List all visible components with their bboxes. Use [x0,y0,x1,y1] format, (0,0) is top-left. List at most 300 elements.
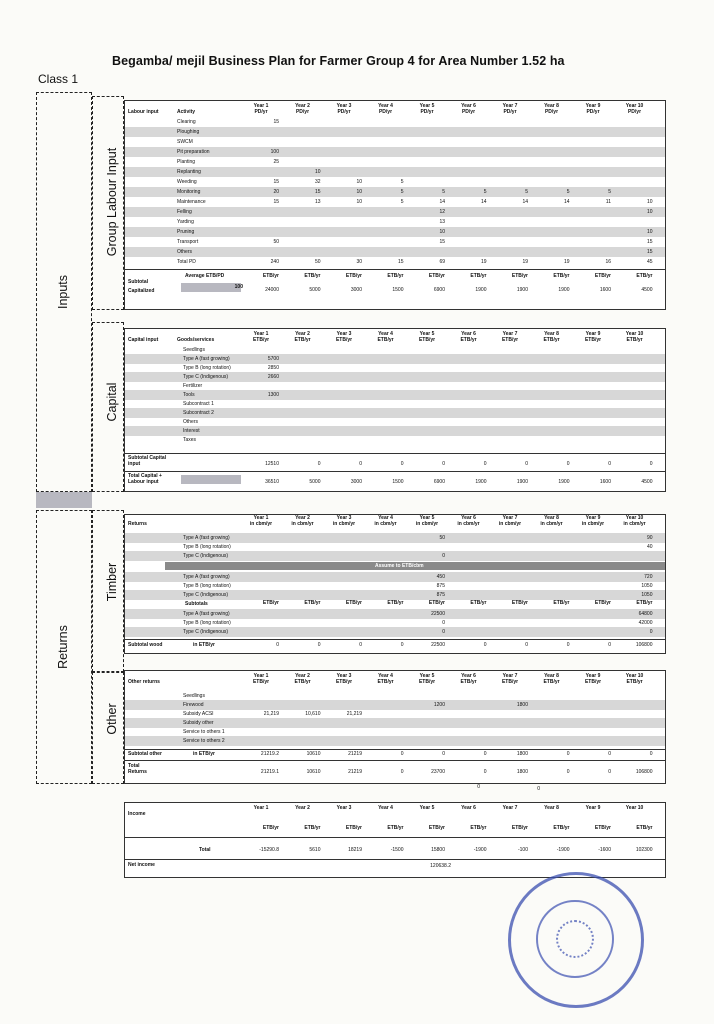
cell-value: 0 [317,642,321,648]
cell-value: 10 [314,169,321,175]
table-row [125,257,665,267]
year-header: Year 10 in cbm/yr [623,515,646,527]
cell-value: 10 [439,229,445,235]
avg-value: 100 [234,284,243,290]
cell-value: 15 [273,119,279,125]
row-label: Tools [183,392,195,398]
cell-value: 10 [646,209,653,215]
year-header: Year 9 [585,805,601,811]
cell-value: 100 [270,149,279,155]
cell-value: 42000 [638,620,653,626]
cell-value: 4500 [641,479,653,485]
cell-value: 6900 [433,479,445,485]
cell-value: 10 [356,189,362,195]
avg-label: Average ETB/PD [185,273,225,279]
row-label: Ploughing [177,129,200,135]
year-header: Year 4 [378,805,393,811]
cell-value: 2850 [267,365,279,371]
cell-value: 0 [442,553,445,559]
table-corner-label: Income [128,811,146,817]
row-divider [125,859,665,860]
year-header: Year 9 ETB/yr [584,331,602,343]
table-row [125,435,665,445]
cell-value: 240 [270,259,279,265]
year-header: Year 7 PD/yr [502,103,518,115]
cell-value: 1500 [392,479,404,485]
cell-value: 0 [608,751,611,757]
cell-value: 15800 [431,847,445,853]
cell-value: 720 [644,574,653,580]
cell-value: 1800 [516,751,528,757]
cell-value: 1900 [475,287,487,293]
total-label: Total [199,847,211,853]
cell-value: 1900 [516,479,528,485]
cell-value: 50 [314,259,321,265]
cell-value: 0 [400,461,404,467]
cell-value: 102300 [635,847,653,853]
year-header: Year 2 PD/yr [295,103,310,115]
etb-unit: ETB/yr [387,600,404,606]
cell-value: 21219 [348,751,362,757]
table-row [125,197,665,207]
cell-value: 12 [439,209,445,215]
row-label: SWCM [177,139,193,145]
cell-value: 19 [522,259,528,265]
year-header: Year 7 ETB/yr [501,673,519,685]
cell-value: 0 [649,461,653,467]
cell-value: 0 [317,461,321,467]
row-label: Others [183,419,199,425]
cell-value: 5 [400,189,404,195]
cell-value: 0 [442,629,445,635]
cell-value: 0 [608,642,611,648]
cell-value: 0 [608,461,611,467]
row-label: Weeding [177,179,197,185]
cell-value: 5 [442,189,445,195]
cell-value: 5 [525,189,528,195]
cell-value: 1500 [392,287,404,293]
cell-value: 1800 [516,702,528,708]
column-label: Goods/services [177,337,215,343]
row-label: Type A (fast growing) [183,356,230,362]
year-header: Year 10 ETB/yr [625,331,644,343]
etb-unit: ETB/yr [387,825,404,831]
cell-value: 50 [439,535,445,541]
year-header: Year 9 in cbm/yr [581,515,605,527]
year-header: Year 5 ETB/yr [418,673,436,685]
cell-value: 14 [480,199,487,205]
cell-value: 1600 [599,287,611,293]
returns-label: Returns [56,625,70,669]
income-table [124,802,666,878]
year-header: Year 5 [419,805,435,811]
table-row [125,147,665,157]
cell-value: 45 [646,259,653,265]
cell-value: -1900 [556,847,570,853]
cell-value: 15 [314,189,321,195]
row-label: Transport [177,239,199,245]
year-header: Year 5 PD/yr [419,103,435,115]
etb-unit: ETB/yr [262,825,279,831]
row-label: Felling [177,209,192,215]
cell-value: -15290.8 [259,847,279,853]
cell-value: 10 [356,179,362,185]
labour-table [124,100,666,310]
etb-unit: ETB/yr [428,825,445,831]
year-header: Year 7 ETB/yr [501,331,519,343]
etb-unit: ETB/yr [304,825,321,831]
cell-value: 12510 [265,461,279,467]
cell-value: 36510 [265,479,279,485]
total-label: Total Capital + Labour input [128,473,162,485]
table-row [125,207,665,217]
subtotal-unit: in ETB/yr [193,751,215,757]
price-banner-label: Assume to ETB/cbm [375,563,424,569]
row-label: Type A (fast growing) [183,535,230,541]
timber-table [124,514,666,654]
year-header: Year 1 ETB/yr [252,331,270,343]
table-row [125,187,665,197]
table-row [125,736,665,746]
cell-value: -100 [517,847,528,853]
row-label: Planting [177,159,196,165]
cell-value: 10 [646,229,653,235]
class-label: Class 1 [38,72,79,86]
cell-value: 0 [400,642,404,648]
cell-value: 0 [442,751,445,757]
row-label: Type C (Indigenous) [183,374,229,380]
table-row [125,217,665,227]
capital-label: Capital [105,382,119,422]
cell-value: 13 [314,199,321,205]
table-corner-label: Capital input [128,337,159,343]
cell-value: 0 [566,751,570,757]
table-row [125,137,665,147]
year-header: Year 4 ETB/yr [377,673,394,685]
year-header: Year 5 ETB/yr [418,331,436,343]
cell-value: 25 [273,159,279,165]
row-label: Type C (Indigenous) [183,553,229,559]
total-box [181,475,241,484]
row-label: Service to others 2 [183,738,225,744]
cell-value: 0 [400,769,404,775]
cell-value: 10610 [306,751,321,757]
cell-value: 106800 [635,769,653,775]
year-header: Year 10 PD/yr [625,103,644,115]
etb-unit: ETB/yr [636,273,653,279]
etb-unit: ETB/yr [594,600,611,606]
cell-value: 875 [436,592,445,598]
cell-value: 1300 [267,392,279,398]
table-row [125,167,665,177]
etb-unit: ETB/yr [345,600,362,606]
year-header: Year 8 ETB/yr [543,673,560,685]
inputs-label: Inputs [56,274,70,310]
year-header: Year 3 PD/yr [336,103,352,115]
year-header: Year 7 in cbm/yr [498,515,522,527]
year-header: Year 9 ETB/yr [584,673,602,685]
row-label: Service to others 1 [183,729,225,735]
cell-value: 14 [522,199,528,205]
cell-value: 0 [483,751,487,757]
cell-value: 5 [483,189,487,195]
row-label: Taxes [183,437,197,443]
etb-unit: ETB/yr [511,825,528,831]
year-header: Year 6 ETB/yr [460,673,477,685]
table-row [125,227,665,237]
cell-value: -1600 [598,847,611,853]
table-row [125,157,665,167]
cell-value: 5 [566,189,570,195]
cell-value: 11 [605,199,611,205]
cell-value: 20 [273,189,279,195]
cell-value: 5 [400,199,404,205]
row-label: Seedlings [183,347,205,353]
etb-unit: ETB/yr [553,600,570,606]
group-labour-label: Group Labour Input [105,147,119,257]
year-header: Year 1 ETB/yr [252,673,270,685]
subtotal-label: Subtotal Capital input [128,455,167,467]
cell-value: 0 [359,461,362,467]
cell-value: 1900 [558,287,570,293]
cell-value: 5 [608,189,611,195]
year-header: Year 4 in cbm/yr [374,515,397,527]
year-header: Year 4 ETB/yr [377,331,394,343]
cell-value: 875 [436,583,445,589]
cell-value: 0 [566,769,570,775]
cell-value: 450 [436,574,445,580]
cell-value: 1200 [433,702,445,708]
cell-value: 21,219 [346,711,362,717]
year-header: Year 6 PD/yr [461,103,476,115]
cell-value: 64800 [638,611,653,617]
cell-value: 0 [525,461,528,467]
row-label: Type A (fast growing) [183,611,230,617]
etb-unit: ETB/yr [511,273,528,279]
capital-table [124,328,666,492]
cell-value: 10,610 [305,711,321,717]
etb-unit: ETB/yr [553,273,570,279]
row-label: Clearing [177,119,196,125]
cell-value: 5000 [309,287,321,293]
year-header: Year 4 PD/yr [378,103,393,115]
table-corner-label: Other returns [128,679,160,685]
cell-value: 30 [356,259,362,265]
cell-value: 1600 [599,479,611,485]
row-label: Type B (long rotation) [183,620,231,626]
cell-value: 0 [442,620,445,626]
etb-unit: ETB/yr [304,273,321,279]
cell-value: 5700 [267,356,279,362]
row-label: Interest [183,428,200,434]
subtotal-label: Subtotal [128,279,148,285]
cell-value: 15 [273,199,279,205]
cell-value: 21219.2 [260,751,279,757]
cell-value: 14 [439,199,445,205]
row-divider [125,837,665,838]
net-income-value: 120638.2 [430,863,451,869]
cell-value: 1900 [558,479,570,485]
table-corner-label: Labour input [128,109,159,115]
year-header: Year 8 PD/yr [544,103,559,115]
etb-unit: ETB/yr [470,825,487,831]
cell-value: 15 [397,259,404,265]
year-header: Year 10 [625,805,644,811]
etb-unit: ETB/yr [345,825,362,831]
cell-value: 1050 [641,592,653,598]
cell-value: 0 [566,461,570,467]
year-header: Year 8 ETB/yr [543,331,560,343]
row-label: Pit preparation [177,149,210,155]
etb-unit: ETB/yr [428,600,445,606]
cell-value: 23700 [431,769,445,775]
cell-value: 1050 [641,583,653,589]
cell-value: 14 [563,199,570,205]
year-header: Year 1 PD/yr [253,103,269,115]
cell-value: 18219 [348,847,362,853]
cell-value: 90 [646,535,653,541]
cell-value: 0 [525,642,528,648]
cell-value: 1900 [516,287,528,293]
table-row [125,247,665,257]
below-value: 0 [537,786,540,792]
row-label: Seedlings [183,693,205,699]
etb-unit: ETB/yr [636,600,653,606]
cell-value: 106800 [635,642,653,648]
year-header: Year 9 PD/yr [585,103,601,115]
table-row [125,551,665,561]
etb-unit: ETB/yr [428,273,445,279]
net-income-label: Net income [128,862,155,868]
cell-value: 3000 [350,287,362,293]
row-label: Type C (Indigenous) [183,629,229,635]
cell-value: 0 [649,629,653,635]
subtotal-label: Subtotal other [128,751,162,757]
year-header: Year 5 in cbm/yr [415,515,439,527]
cell-value: 24000 [265,287,279,293]
cell-value: 22500 [431,611,445,617]
row-label: Type C (Indigenous) [183,592,229,598]
timber-label: Timber [105,562,119,602]
cell-value: 15 [439,239,445,245]
table-row [125,127,665,137]
row-label: Monitoring [177,189,201,195]
table-row [125,177,665,187]
row-divider [125,760,665,761]
cell-value: 21219.1 [260,769,279,775]
cell-value: 32 [314,179,321,185]
row-label: Fertilizer [183,383,203,389]
year-header: Year 7 [502,805,518,811]
year-header: Year 6 in cbm/yr [457,515,480,527]
etb-unit: ETB/yr [470,600,487,606]
cell-value: 5000 [309,479,321,485]
row-label: Total PD [177,259,196,265]
cell-value: 10610 [306,769,321,775]
row-label: Type B (long rotation) [183,544,231,550]
stamp-emblem [556,920,594,958]
year-header: Year 1 [253,805,269,811]
cell-value: 50 [273,239,279,245]
row-label: Others [177,249,193,255]
row-label: Yarding [177,219,194,225]
etb-unit: ETB/yr [636,825,653,831]
subtotal-label: Subtotal wood [128,642,163,648]
etb-unit: ETB/yr [345,273,362,279]
cell-value: 0 [483,642,487,648]
page-title: Begamba/ mejil Business Plan for Farmer Group 4 for Area Number 1.52 ha [112,54,565,68]
year-header: Year 3 in cbm/yr [332,515,356,527]
row-divider [125,269,665,270]
other-returns-table [124,670,666,784]
cell-value: 22500 [431,642,445,648]
below-value: 0 [477,784,480,790]
year-header: Year 6 ETB/yr [460,331,477,343]
row-label: Subsidy other [183,720,214,726]
table-row [125,117,665,127]
cell-value: 10 [356,199,362,205]
subtotal-unit: in ETB/yr [193,642,215,648]
etb-unit: ETB/yr [594,825,611,831]
year-header: Year 2 ETB/yr [294,331,311,343]
cell-value: 16 [605,259,611,265]
cell-value: 2660 [267,374,279,380]
cell-value: 15 [646,249,653,255]
year-header: Year 1 in cbm/yr [249,515,273,527]
cell-value: 10 [646,199,653,205]
table-row [125,237,665,247]
cell-value: 5610 [309,847,321,853]
etb-unit: ETB/yr [470,273,487,279]
cell-value: 0 [608,769,611,775]
cell-value: -1900 [473,847,487,853]
other-label: Other [105,703,119,735]
row-label: Subsidy ACSI [183,711,214,717]
subtotals-label: Subtotals [185,601,208,607]
cell-value: 19 [480,259,487,265]
year-header: Year 10 ETB/yr [625,673,644,685]
cell-value: 40 [646,544,653,550]
cell-value: 6900 [433,287,445,293]
year-header: Year 2 [295,805,310,811]
cell-value: 0 [483,769,487,775]
cell-value: 15 [646,239,653,245]
row-label: Subcontract 1 [183,401,214,407]
etb-unit: ETB/yr [511,600,528,606]
row-label: Firewood [183,702,204,708]
cell-value: 4500 [641,287,653,293]
year-header: Year 8 in cbm/yr [540,515,563,527]
cell-value: 0 [400,751,404,757]
year-header: Year 3 [336,805,352,811]
cell-value: 1900 [475,479,487,485]
etb-unit: ETB/yr [262,600,279,606]
year-header: Year 3 ETB/yr [335,331,353,343]
cell-value: 0 [359,642,362,648]
row-label: Subcontract 2 [183,410,214,416]
cell-value: 0 [483,461,487,467]
table-corner-label: Returns [128,521,147,527]
column-label: Activity [177,109,196,115]
row-label: Type A (fast growing) [183,574,230,580]
total-label: Total Returns [128,763,147,775]
cell-value: 19 [563,259,570,265]
row-label: Type B (long rotation) [183,583,231,589]
row-label: Pruning [177,229,195,235]
year-header: Year 8 [544,805,559,811]
year-header: Year 6 [461,805,476,811]
cell-value: 3000 [350,479,362,485]
